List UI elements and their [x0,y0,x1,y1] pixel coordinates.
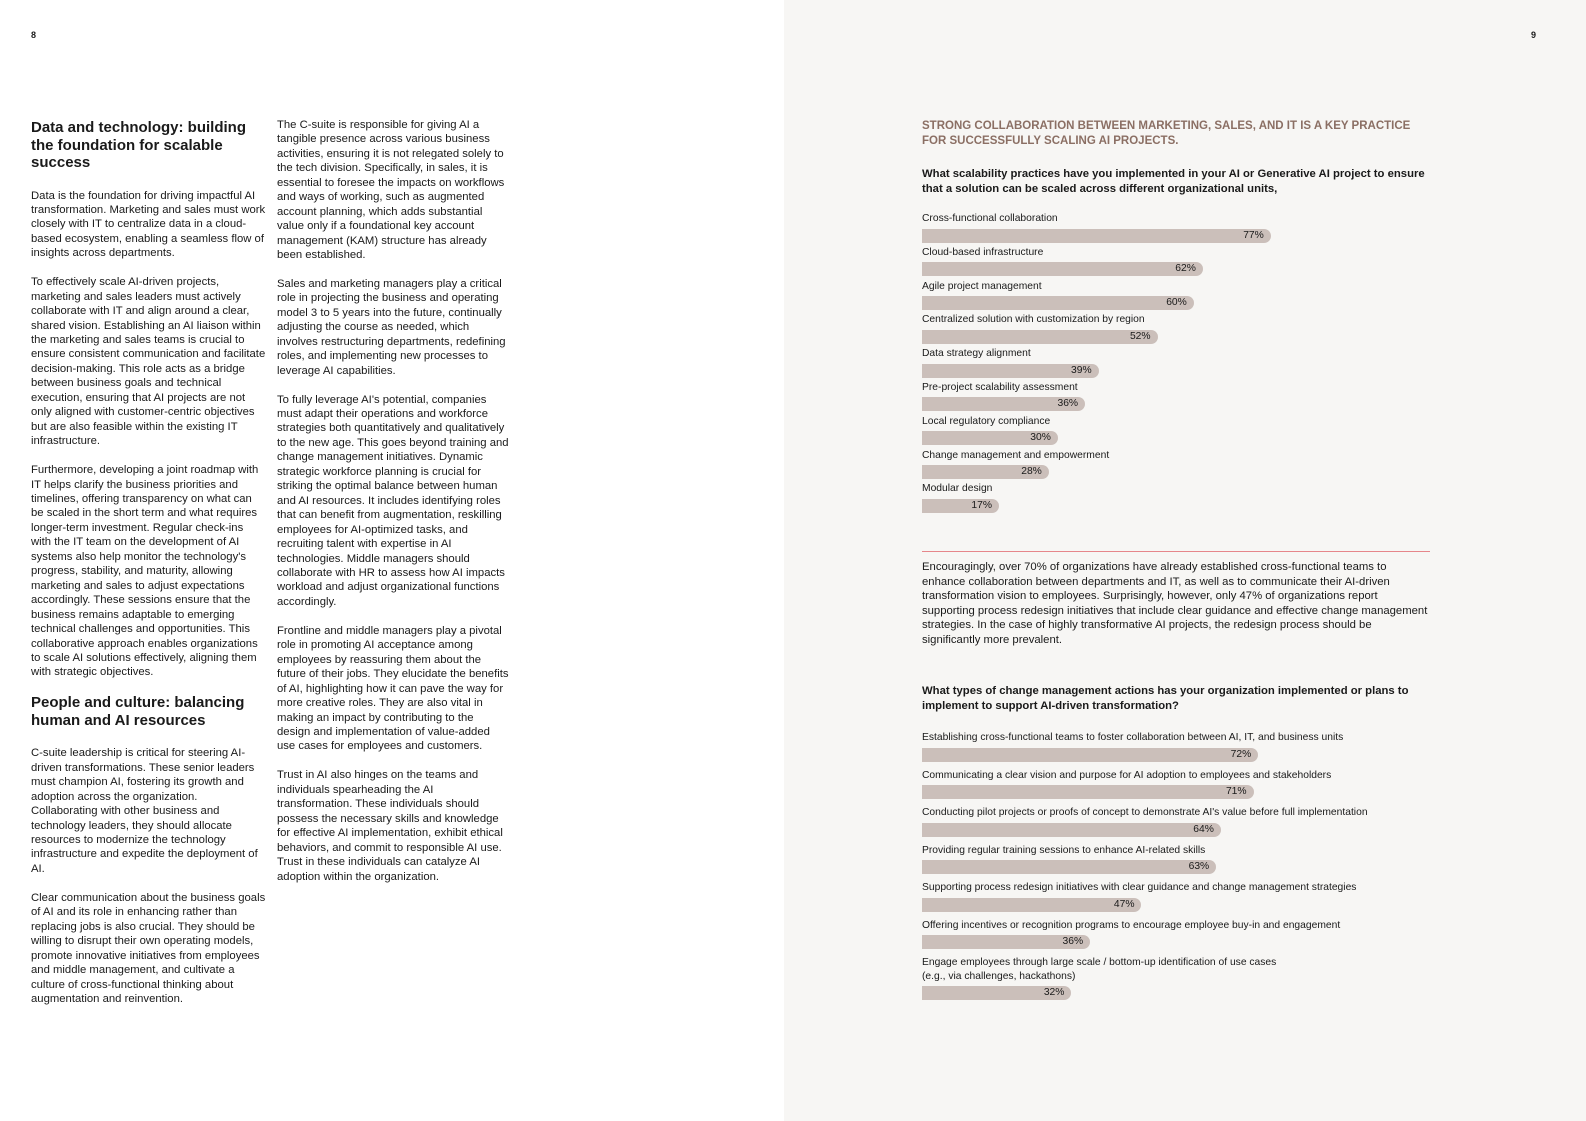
chart-row [922,246,1432,280]
bar-category-label: Conducting pilot projects or proofs of concept to demonstrate AI's value before full implementation [922,807,1368,818]
scalability-practices-chart [922,212,1432,516]
chart-row [922,381,1432,415]
chart-row [922,280,1432,314]
section-kicker: STRONG COLLABORATION BETWEEN MARKETING, SALES, AND IT IS A KEY PRACTICE FOR SUCCESSFULLY SCALING AI PROJECTS. [922,120,1411,147]
bar-category-label: Cloud-based infrastructure [922,246,1044,258]
chart-row [922,731,1432,762]
bar-category-label: Agile project management [922,280,1042,292]
body-paragraph: Data is the foundation for driving impactful AI transformation. Marketing and sales must work closely with IT to centralize data in a cloud-based ecosystem, enabling a seamless flow of insights across departments. [31,189,266,260]
chart-row [922,415,1432,449]
bar [922,860,1216,874]
bar [922,262,1203,276]
bar-category-label: Data strategy alignment [922,348,1031,360]
chart-row [922,212,1432,246]
bar [922,431,1058,445]
bar-value-label: 64% [1193,823,1214,835]
bar-category-label: Change management and empowerment [922,449,1110,461]
chart-row [922,313,1432,347]
bar-value-label: 30% [1030,432,1051,444]
bar [922,296,1194,310]
bar-value-label: 71% [1225,786,1247,797]
bar-category-label: Communicating a clear vision and purpose for AI adoption to employees and stakeholders [922,769,1332,781]
bar-value-label: 28% [1021,466,1042,478]
bar [922,898,1141,912]
bar-category-label: Engage employees through large scale / bottom-up identification of use cases (e.g., via challenges, hackathons) [922,957,1277,982]
bar-category-label: Providing regular training sessions to enhance AI-related skills [922,844,1206,856]
body-paragraph: Trust in AI also hinges on the teams and individuals spearheading the AI transformation. These individuals should possess the necessary skills and knowledge for effective AI implementation, exhibit ethical behaviors, and commit to responsible AI use. Trust in these individuals can catalyze AI adoption within the organization. [277,769,503,883]
bar-category-label: Cross-functional collaboration [922,213,1058,224]
bar-value-label: 63% [1188,861,1210,872]
chart-row [922,881,1432,912]
divider [922,551,1430,552]
chart-row [922,347,1432,381]
body-paragraph: C-suite leadership is critical for steering AI-driven transformations. These senior leaders must champion AI, fostering its growth and adoption across the organization. Collaborating with other business and technology leaders, they should allocate resources to modernize the technology infrastructure and expedite the deployment of AI. [31,747,258,875]
body-paragraph: To fully leverage AI's potential, companies must adapt their operations and workforce strategies both quantitatively and qualitatively to the new age. This goes beyond training and change management initiatives. Dynamic strategic workforce planning is crucial for striking the optimal balance between human and AI resources. It includes identifying roles that can benefit from augmentation, reskilling employees for AI-optimized tasks, and recruiting talent with expertise in AI technologies. Middle managers should collaborate with HR to assess how AI impacts workload and adjust organizational functions accordingly. [277,393,509,608]
bar-value-label: 77% [1243,229,1264,241]
bar [922,986,1071,1000]
body-paragraph: Sales and marketing managers play a critical role in projecting the business and operating model 3 to 5 years into the future, continually adjusting the course as needed, which involves restructuring departments, redefining roles, and implementing new processes to leverage AI capabilities. [277,277,506,377]
page-number-left: 8 [31,30,37,40]
chart-row [922,769,1432,800]
left-column [31,119,266,1021]
bar [922,397,1085,411]
bar-value-label: 36% [1062,936,1084,947]
chart-row [922,919,1432,950]
body-paragraph: Furthermore, developing a joint roadmap with IT helps clarify the business priorities and timelines, offering transparency on what can be scaled in the short term and what requires longer-term investment. Regular check-ins with the IT team on the development of AI systems also help monitor the technology's progress, stability, and maturity, allowing marketing and sales to adjust expectations accordingly. These sessions ensure that the business remains adaptable to emerging technical challenges and opportunities. This collaborative approach enables organizations to scale AI solutions effectively, aligning them with strategic objectives. [31,464,259,679]
bar-category-label: Modular design [922,483,993,495]
bar-value-label: 60% [1166,297,1187,309]
bar [922,465,1049,479]
bar-value-label: 47% [1113,898,1135,910]
body-paragraph: Clear communication about the business goals of AI and its role in enhancing rather than replacing jobs is also crucial. They should be willing to disrupt their own operating models, promote innovative initiatives from employees and middle management, and cultivate a culture of cross-functional thinking about augmentation and reinvention. [31,891,266,1005]
bar [922,229,1271,243]
change-management-chart [922,731,1432,1007]
bar [922,785,1254,799]
bar-value-label: 72% [1230,748,1252,760]
bar-category-label: Establishing cross-functional teams to foster collaboration between AI, IT, and business units [922,732,1344,743]
section-heading-people-culture: People and culture: balancing human and AI resources [31,694,245,729]
chart-row [922,449,1432,483]
bar-value-label: 32% [1043,987,1065,998]
bar [922,748,1258,762]
body-paragraph: To effectively scale AI-driven projects, marketing and sales leaders must actively collaborate with IT and align around a clear, shared vision. Establishing an AI liaison within the marketing and sales teams is crucial to ensure consistent communication and facilitate decision-making. This role acts as a bridge between business goals and technical execution, ensuring that AI projects are not only aligned with customer-centric objectives but are also feasible within the existing IT infrastructure. [31,276,266,448]
insight-paragraph: Encouragingly, over 70% of organizations have already established cross-functional teams to enhance collaboration between departments and IT, as well as to communicate their AI-driven transformation vision to employees. Surprisingly, however, only 47% of organizations report supporting process redesign initiatives that include clear guidance and effective change management strategies. In the case of highly transformative AI projects, the redesign process should be significantly more prevalent. [922,561,1428,646]
bar-category-label: Supporting process redesign initiatives with clear guidance and change management strategies [922,882,1357,893]
bar-category-label: Offering incentives or recognition programs to encourage employee buy-in and engagement [922,919,1341,931]
bar-value-label: 17% [971,499,992,511]
chart1-question: What scalability practices have you implemented in your AI or Generative AI project to ensure that a solution can be scaled across different organizational units, [922,168,1425,195]
bar-value-label: 62% [1175,263,1196,275]
page-number-right: 9 [1531,30,1537,40]
bar-value-label: 52% [1129,330,1151,342]
bar-value-label: 36% [1057,398,1079,410]
chart-row [922,482,1432,516]
bar [922,364,1099,378]
bar [922,823,1221,837]
bar-category-label: Local regulatory compliance [922,415,1051,427]
bar-category-label: Centralized solution with customization by region [922,314,1145,326]
section-heading-data-technology: Data and technology: building the foundation for scalable success [31,119,246,171]
chart2-question: What types of change management actions has your organization implemented or plans to implement to support AI-driven transformation? [922,685,1409,712]
body-paragraph: The C-suite is responsible for giving AI a tangible presence across various business activities, ensuring it is not relegated solely to the tech division. Specifically, in sales, it is essential to foresee the impacts on workflows and ways of working, such as augmented account planning, which adds substantial value only if a foundational key account management (KAM) structure has already been established. [277,119,505,262]
bar [922,330,1158,344]
middle-column [277,118,509,898]
chart-row [922,844,1432,875]
bar [922,935,1090,949]
chart-row [922,956,1432,1000]
chart-row [922,806,1432,837]
bar-value-label: 39% [1071,364,1092,376]
body-paragraph: Frontline and middle managers play a pivotal role in promoting AI acceptance among employees by reassuring them about the future of their jobs. They elucidate the benefits of AI, highlighting how it can pave the way for more creative roles. They are also vital in making an impact by contributing to the design and implementation of value-added use cases for employees and customers. [277,624,509,753]
bar [922,499,999,513]
bar-category-label: Pre-project scalability assessment [922,381,1078,393]
